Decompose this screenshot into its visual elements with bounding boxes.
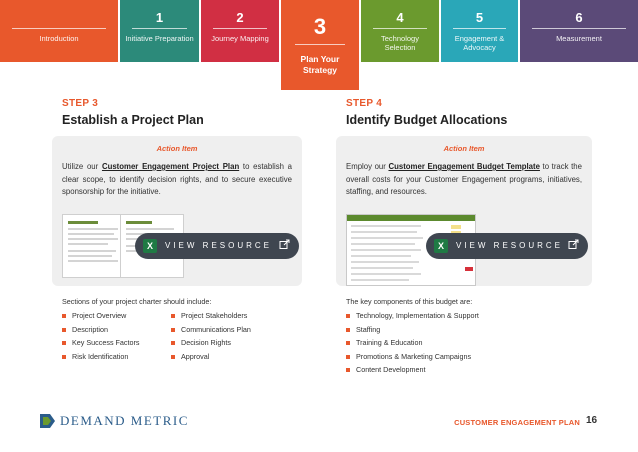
text-after-link: to establish a clear scope, to identify decision rights, and to secure executive sponsorship for the initiative. bbox=[62, 162, 292, 196]
list-item: Project Stakeholders bbox=[171, 311, 251, 325]
nav-step-5[interactable] bbox=[441, 0, 518, 62]
list-item: Decision Rights bbox=[171, 338, 251, 352]
list-item: Training & Education bbox=[346, 338, 479, 352]
list-item: Communications Plan bbox=[171, 325, 251, 339]
excel-icon: X bbox=[434, 239, 448, 253]
nav-step-divider bbox=[295, 44, 345, 45]
nav-step-label: Journey Mapping bbox=[211, 34, 269, 43]
list-item: Technology, Implementation & Support bbox=[346, 311, 479, 325]
nav-step-label: Plan Your Strategy bbox=[300, 54, 340, 75]
action-item-label: Action Item bbox=[443, 144, 485, 153]
nav-step-number: 3 bbox=[313, 14, 327, 39]
nav-step-divider bbox=[532, 28, 626, 29]
nav-step-number: 2 bbox=[236, 10, 244, 25]
nav-step-3-active[interactable] bbox=[281, 0, 359, 90]
external-link-icon bbox=[279, 239, 290, 253]
nav-step-label: Measurement bbox=[556, 34, 602, 43]
excel-icon: X bbox=[143, 239, 157, 253]
step-label: STEP 4 bbox=[346, 98, 383, 109]
nav-step-divider bbox=[132, 28, 187, 29]
nav-step-divider bbox=[373, 28, 427, 29]
list-item: Risk Identification bbox=[62, 352, 140, 366]
charter-sections-list-col2 bbox=[171, 311, 251, 365]
text-before-link: Employ our bbox=[346, 162, 389, 171]
list-item: Approval bbox=[171, 352, 251, 366]
nav-step-6[interactable] bbox=[520, 0, 638, 62]
section-title: Establish a Project Plan bbox=[62, 113, 204, 127]
action-item-label: Action Item bbox=[156, 144, 198, 153]
nav-step-2[interactable] bbox=[201, 0, 279, 62]
list-item: Content Development bbox=[346, 365, 479, 379]
logo-mark-icon bbox=[40, 414, 55, 428]
list-item: Staffing bbox=[346, 325, 479, 339]
budget-components-intro: The key components of this budget are: bbox=[346, 297, 473, 306]
nav-step-4[interactable] bbox=[361, 0, 439, 62]
nav-step-divider bbox=[453, 28, 506, 29]
nav-step-label: Engagement & Advocacy bbox=[454, 34, 505, 52]
nav-step-label: Technology Selection bbox=[381, 34, 419, 52]
budget-components-list bbox=[346, 311, 479, 379]
nav-step-label: Introduction bbox=[39, 34, 79, 43]
action-item-card-budget bbox=[336, 136, 592, 286]
action-item-text bbox=[62, 161, 292, 199]
view-resource-label: VIEW RESOURCE bbox=[165, 241, 273, 250]
list-item: Key Success Factors bbox=[62, 338, 140, 352]
budget-template-link[interactable]: Customer Engagement Budget Template bbox=[388, 162, 540, 171]
section-title: Identify Budget Allocations bbox=[346, 113, 508, 127]
view-resource-label: VIEW RESOURCE bbox=[456, 241, 564, 250]
text-after-link: to track the overall costs for your Customer Engagement programs, initiatives, staffing, and resources. bbox=[346, 162, 582, 196]
page-number: 16 bbox=[586, 415, 598, 426]
action-item-text bbox=[346, 161, 582, 199]
list-item: Promotions & Marketing Campaigns bbox=[346, 352, 479, 366]
nav-step-label: Initiative Preparation bbox=[125, 34, 194, 43]
nav-step-number: 6 bbox=[575, 10, 583, 25]
text-before-link: Utilize our bbox=[62, 162, 102, 171]
view-resource-button[interactable] bbox=[426, 233, 588, 259]
view-resource-button[interactable] bbox=[135, 233, 299, 259]
external-link-icon bbox=[568, 239, 579, 253]
document-thumbnail-page-1 bbox=[62, 214, 126, 278]
list-item: Description bbox=[62, 325, 140, 339]
step3-header bbox=[62, 98, 292, 127]
document-title: CUSTOMER ENGAGEMENT PLAN bbox=[454, 418, 580, 427]
logo-text: DEMAND METRIC bbox=[60, 413, 189, 428]
nav-step-number: 4 bbox=[396, 10, 404, 25]
step4-header bbox=[346, 98, 576, 127]
step-navigation bbox=[0, 0, 638, 75]
nav-step-number: 5 bbox=[475, 10, 484, 25]
nav-step-divider bbox=[12, 28, 106, 29]
nav-step-divider bbox=[213, 28, 267, 29]
step-label: STEP 3 bbox=[62, 98, 99, 109]
action-item-card-project-plan bbox=[52, 136, 302, 286]
nav-step-introduction[interactable] bbox=[0, 0, 118, 62]
charter-sections-intro: Sections of your project charter should include: bbox=[62, 297, 212, 306]
charter-sections-list-col1 bbox=[62, 311, 140, 365]
project-plan-link[interactable]: Customer Engagement Project Plan bbox=[101, 162, 240, 171]
nav-step-1[interactable] bbox=[120, 0, 199, 62]
nav-step-number: 1 bbox=[155, 10, 164, 25]
list-item: Project Overview bbox=[62, 311, 140, 325]
